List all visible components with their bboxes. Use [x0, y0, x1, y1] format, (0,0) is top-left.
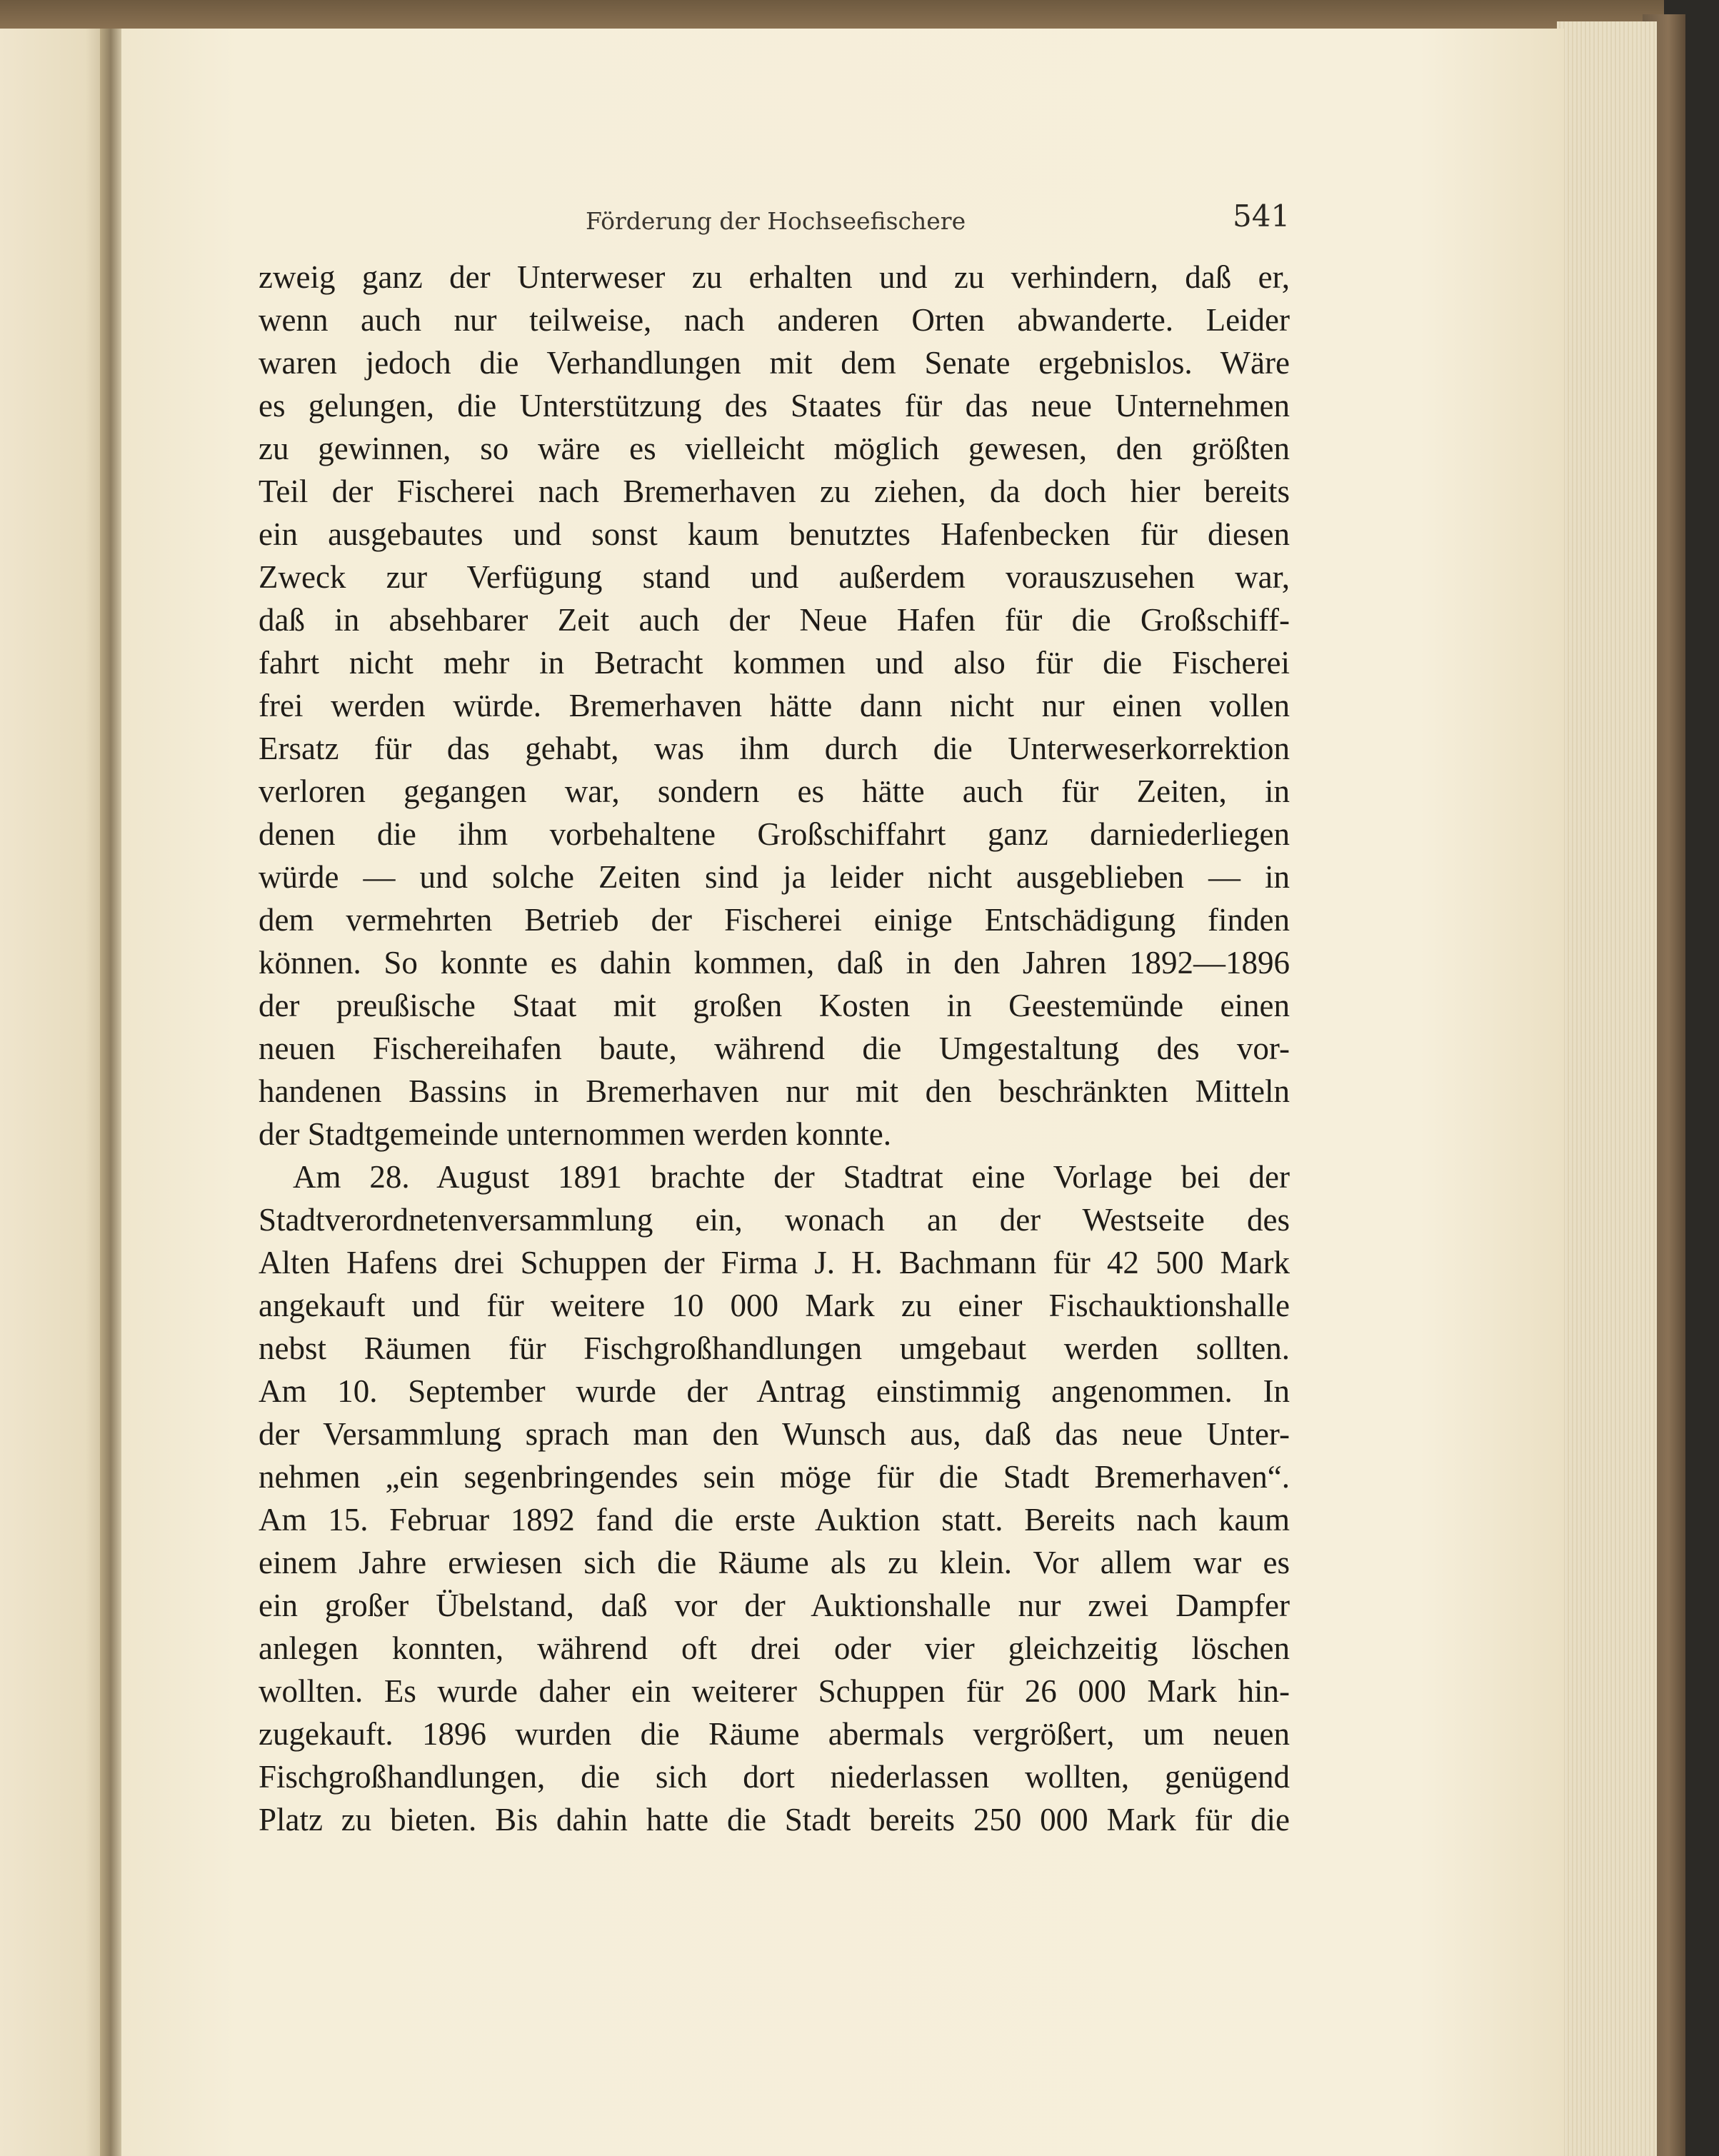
- text-line: Ersatz für das gehabt, was ihm durch die Unterweserkorrektion: [259, 731, 1290, 766]
- text-line: ein ausgebautes und sonst kaum benutztes Hafenbecken für diesen: [259, 516, 1290, 552]
- text-line: der Stadtgemeinde unternommen werden konnte.: [259, 1116, 891, 1152]
- text-line: Teil der Fischerei nach Bremerhaven zu ziehen, da doch hier bereits: [259, 473, 1290, 509]
- text-line: der preußische Staat mit großen Kosten in Geestemünde einen: [259, 988, 1290, 1023]
- text-line: ein großer Übelstand, daß vor der Auktionshalle nur zwei Dampfer: [259, 1588, 1290, 1623]
- text-line: angekauft und für weitere 10 000 Mark zu einer Fischauktionshalle: [259, 1288, 1290, 1323]
- text-line: verloren gegangen war, sondern es hätte auch für Zeiten, in: [259, 773, 1290, 809]
- text-line: denen die ihm vorbehaltene Großschiffahrt ganz darniederliegen: [259, 816, 1290, 852]
- text-line: frei werden würde. Bremerhaven hätte dann nicht nur einen vollen: [259, 688, 1290, 723]
- text-line: handenen Bassins in Bremerhaven nur mit den beschränkten Mitteln: [259, 1073, 1290, 1109]
- text-line: zu gewinnen, so wäre es vielleicht möglich gewesen, den größten: [259, 431, 1290, 466]
- text-line: Am 15. Februar 1892 fand die erste Auktion statt. Bereits nach kaum: [259, 1502, 1290, 1538]
- text-line: zweig ganz der Unterweser zu erhalten und zu verhindern, daß er,: [259, 259, 1290, 295]
- page-number: 541: [1233, 199, 1290, 234]
- text-line: neuen Fischereihafen baute, während die Umgestaltung des vor-: [259, 1031, 1290, 1066]
- text-line: einem Jahre erwiesen sich die Räume als zu klein. Vor allem war es: [259, 1545, 1290, 1580]
- text-line: es gelungen, die Unterstützung des Staates für das neue Unternehmen: [259, 388, 1290, 423]
- text-line: Am 10. September wurde der Antrag einstimmig angenommen. In: [259, 1373, 1290, 1409]
- text-line: wollten. Es wurde daher ein weiterer Schuppen für 26 000 Mark hin-: [259, 1673, 1290, 1709]
- page-edges: [1557, 21, 1657, 2156]
- text-line: nebst Räumen für Fischgroßhandlungen umgebaut werden sollten.: [259, 1330, 1290, 1366]
- text-line: Stadtverordnetenversammlung ein, wonach an der Westseite des: [259, 1202, 1290, 1238]
- left-page-edge: [0, 29, 107, 2156]
- text-line: Platz zu bieten. Bis dahin hatte die Stadt bereits 250 000 Mark für die: [259, 1802, 1290, 1837]
- book-gutter: [100, 29, 121, 2156]
- text-line: zugekauft. 1896 wurden die Räume abermals vergrößert, um neuen: [259, 1716, 1290, 1752]
- body-text: [259, 256, 1290, 1841]
- text-line: können. So konnte es dahin kommen, daß in den Jahren 1892—1896: [259, 945, 1290, 981]
- text-line: Am 28. August 1891 brachte der Stadtrat eine Vorlage bei der: [293, 1159, 1290, 1195]
- text-line: wenn auch nur teilweise, nach anderen Orten abwanderte. Leider: [259, 302, 1290, 338]
- text-line: der Versammlung sprach man den Wunsch aus, daß das neue Unter-: [259, 1416, 1290, 1452]
- text-line: würde — und solche Zeiten sind ja leider nicht ausgeblieben — in: [259, 859, 1290, 895]
- text-line: daß in absehbarer Zeit auch der Neue Hafen für die Großschiff-: [259, 602, 1290, 638]
- running-title: Förderung der Hochseefischere: [586, 207, 966, 235]
- text-line: waren jedoch die Verhandlungen mit dem Senate ergebnislos. Wäre: [259, 345, 1290, 381]
- text-line: Fischgroßhandlungen, die sich dort niederlassen wollten, genügend: [259, 1759, 1290, 1795]
- book-cover-top: [0, 0, 1664, 29]
- text-line: fahrt nicht mehr in Betracht kommen und also für die Fischerei: [259, 645, 1290, 681]
- text-line: nehmen „ein segenbringendes sein möge für die Stadt Bremerhaven“.: [259, 1459, 1290, 1495]
- text-line: Zweck zur Verfügung stand und außerdem vorauszusehen war,: [259, 559, 1290, 595]
- text-line: anlegen konnten, während oft drei oder vier gleichzeitig löschen: [259, 1630, 1290, 1666]
- text-line: dem vermehrten Betrieb der Fischerei einige Entschädigung finden: [259, 902, 1290, 938]
- text-line: Alten Hafens drei Schuppen der Firma J. H. Bachmann für 42 500 Mark: [259, 1245, 1290, 1280]
